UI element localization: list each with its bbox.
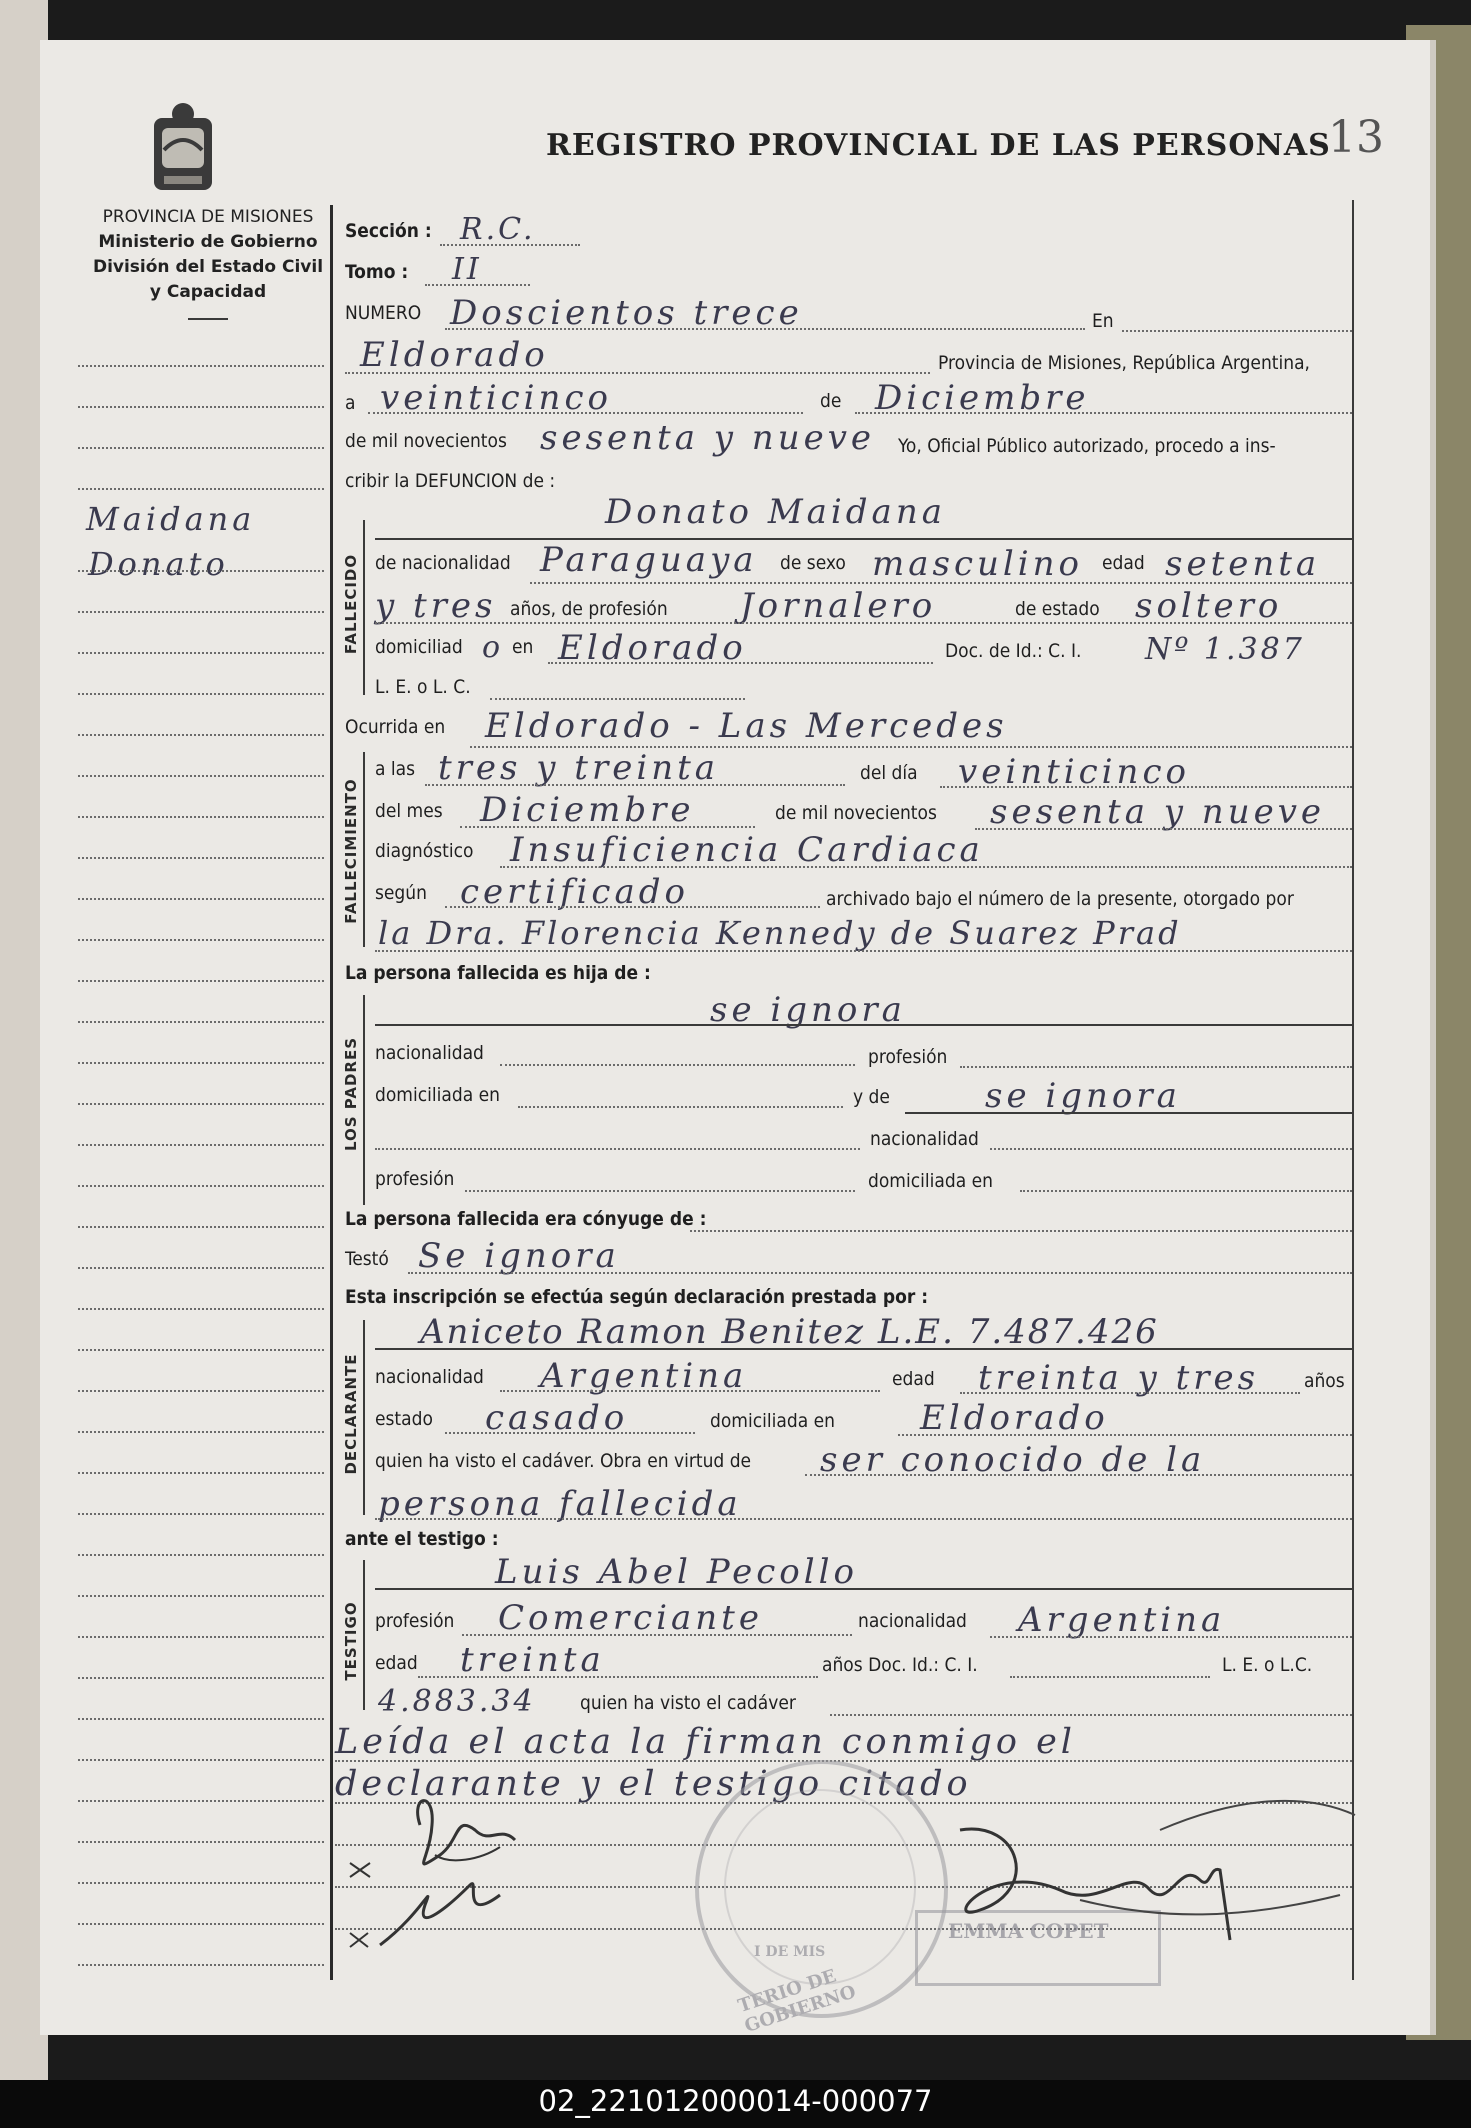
- testigo-doc-line: [1010, 1676, 1210, 1678]
- place-value: Eldorado: [360, 335, 549, 375]
- testigo-cadaver-label: quien ha visto el cadáver: [580, 1692, 796, 1714]
- provincial-crest-icon: [150, 100, 216, 200]
- fallecido-nacionalidad: Paraguaya: [540, 540, 758, 580]
- domicilio-line: [548, 662, 933, 664]
- rectangular-stamp-text: EMMA COPET: [948, 1919, 1109, 1943]
- margin-given-name: Donato: [88, 545, 229, 583]
- diagnostico-value: Insuficiencia Cardiaca: [510, 830, 984, 870]
- padres-section-label: LOS PADRES: [342, 1036, 360, 1152]
- testigo-name-line: [375, 1588, 1352, 1590]
- day-value: veinticinco: [380, 378, 612, 418]
- ocurrida-value: Eldorado - Las Mercedes: [485, 706, 1008, 746]
- padres-domiciliada-line: [518, 1106, 843, 1108]
- margin-surname: Maidana: [86, 500, 256, 538]
- nacionalidad-line: [530, 582, 1352, 584]
- declarante-motivo: ser conocido de la: [820, 1440, 1206, 1480]
- declarante-estado: casado: [485, 1398, 629, 1438]
- declarante-domicilio-line: [898, 1434, 1352, 1436]
- left-header: [78, 205, 338, 305]
- margin-lines: [78, 330, 324, 1970]
- declarante-motivo-2: persona fallecida: [378, 1484, 742, 1524]
- declarante-estado-line: [445, 1432, 695, 1434]
- motivo-line: [805, 1474, 1352, 1476]
- fallecido-bracket: [363, 520, 365, 695]
- padres-nacionalidad-label: nacionalidad: [375, 1042, 484, 1064]
- inscribir-text: cribir la DEFUNCION de :: [345, 470, 556, 492]
- closing-line-1: Leída el acta la firman conmigo el: [335, 1722, 1076, 1762]
- page-number: 13: [1328, 112, 1384, 163]
- anio-line: [975, 828, 1352, 830]
- domicilio-suffix: o: [482, 630, 504, 665]
- y-de-label: y de: [853, 1086, 890, 1108]
- padres-domiciliada2-line: [1020, 1190, 1352, 1192]
- declarante-signature: [340, 1785, 600, 1955]
- declarante-edad: treinta y tres: [978, 1358, 1260, 1398]
- madre-value: se ignora: [985, 1076, 1181, 1116]
- dia-label: del día: [860, 762, 918, 784]
- domicilio-value: Eldorado: [558, 628, 747, 668]
- declarante-estado-label: estado: [375, 1408, 433, 1430]
- mes-value: Diciembre: [480, 790, 695, 830]
- closing-line-2: declarante y el testigo citado: [335, 1764, 972, 1804]
- mes-label: del mes: [375, 800, 443, 822]
- testigo-nacionalidad-label: nacionalidad: [858, 1610, 967, 1632]
- month-value: Diciembre: [875, 378, 1090, 418]
- medico-value: la Dra. Florencia Kennedy de Suarez Prad: [378, 914, 1182, 952]
- declarante-name-line: [375, 1348, 1352, 1350]
- testigo-bracket: [363, 1560, 365, 1710]
- declarante-anos-label: años: [1304, 1370, 1345, 1392]
- ocurrida-label: Ocurrida en: [345, 716, 446, 738]
- testo-label: Testó: [345, 1248, 389, 1270]
- declarante-nacionalidad-label: nacionalidad: [375, 1366, 484, 1388]
- hora-value: tres y treinta: [438, 748, 720, 788]
- day-line: [368, 412, 803, 414]
- estado-value: soltero: [1135, 586, 1283, 626]
- testigo-profesion-line: [462, 1634, 852, 1636]
- numero-line: [445, 328, 1085, 330]
- edad-value: setenta: [1165, 544, 1321, 584]
- diagnostico-label: diagnóstico: [375, 840, 474, 862]
- archivado-text: archivado bajo el número de la presente, otorgado por: [826, 888, 1294, 910]
- padres-profesion-line: [960, 1066, 1352, 1068]
- declarante-domiciliada-label: domiciliada en: [710, 1410, 835, 1432]
- testigo-nacionalidad: Argentina: [1018, 1600, 1226, 1640]
- file-id-caption: 02_221012000014-000077: [538, 2084, 933, 2118]
- tomo-value: II: [452, 252, 482, 287]
- testigo-leo-label: L. E. o L.C.: [1222, 1654, 1313, 1676]
- conyuge-line: [690, 1230, 1352, 1232]
- padres-domiciliada-label: domiciliada en: [375, 1084, 500, 1106]
- declarante-domicilio: Eldorado: [920, 1398, 1109, 1438]
- seal-text: TERIO DE GOBIERNO: [735, 1965, 859, 2037]
- month-line: [855, 412, 1352, 414]
- declarante-bracket: [363, 1320, 365, 1515]
- leolc-label: L. E. o L. C.: [375, 676, 471, 698]
- hora-line: [425, 784, 845, 786]
- year-value: sesenta y nueve: [540, 418, 876, 458]
- padres-blank-line: [375, 1148, 860, 1150]
- seccion-line: [440, 244, 580, 246]
- document-title: REGISTRO PROVINCIAL DE LAS PERSONAS: [546, 128, 1331, 163]
- capacity-name: y Capacidad: [149, 282, 267, 302]
- fallecido-section-label: FALLECIDO: [342, 553, 360, 655]
- padres-domiciliada2-label: domiciliada en: [868, 1170, 993, 1192]
- a-label: a: [345, 392, 356, 414]
- padres-bracket: [363, 995, 365, 1205]
- declarante-nacionalidad-line: [500, 1390, 880, 1392]
- segun-line: [445, 906, 820, 908]
- numero-label: NUMERO: [345, 302, 422, 324]
- declarante-section-label: DECLARANTE: [342, 1353, 360, 1475]
- dia-line: [940, 786, 1352, 788]
- cadaver-label: quien ha visto el cadáver. Obra en virtud de: [375, 1450, 752, 1472]
- testigo-profesion-label: profesión: [375, 1610, 455, 1632]
- testigo-edad: treinta: [460, 1640, 605, 1680]
- padres-profesion2-line: [465, 1190, 855, 1192]
- declarante-name: Aniceto Ramon Benitez L.E. 7.487.426: [420, 1312, 1159, 1352]
- conyuge-label: La persona fallecida era cónyuge de :: [345, 1208, 707, 1230]
- testigo-edad-line: [418, 1676, 818, 1678]
- sexo-value: masculino: [872, 544, 1084, 584]
- profesion-line: [375, 622, 1352, 624]
- diagnostico-line: [500, 866, 1352, 868]
- testigo-edad-label: edad: [375, 1652, 418, 1674]
- declarante-nacionalidad: Argentina: [540, 1356, 748, 1396]
- de-label: de: [820, 390, 842, 412]
- padres-profesion-label: profesión: [868, 1046, 948, 1068]
- doc-label: Doc. de Id.: C. I.: [945, 640, 1082, 662]
- ministry-name: Ministerio de Gobierno: [98, 232, 318, 252]
- testigo-doc: 4.883.34: [378, 1684, 536, 1719]
- testo-line: [408, 1272, 1352, 1274]
- officer-signature: [900, 1770, 1360, 1950]
- province-line: Provincia de Misiones, República Argentina,: [938, 352, 1310, 374]
- motivo2-line: [375, 1518, 1352, 1520]
- edad-label: edad: [1102, 552, 1145, 574]
- domicilio-en-label: en: [512, 636, 534, 658]
- column-separator: [330, 205, 333, 1980]
- sexo-label: de sexo: [780, 552, 846, 574]
- padre-line: [375, 1024, 1352, 1026]
- leolc-line: [490, 698, 745, 700]
- seal-small-text: I DE MIS: [754, 1944, 826, 1960]
- testigo-name: Luis Abel Pecollo: [495, 1552, 858, 1592]
- province-name: PROVINCIA DE MISIONES: [102, 207, 314, 227]
- anos-profesion-label: años, de profesión: [510, 598, 668, 620]
- doc-value: Nº 1.387: [1145, 632, 1305, 667]
- declarante-edad-line: [960, 1392, 1300, 1394]
- fallecido-profesion: Jornalero: [740, 586, 937, 626]
- segun-value: certificado: [460, 872, 689, 912]
- year-label: de mil novecientos: [345, 430, 507, 452]
- division-name: División del Estado Civil: [92, 257, 324, 277]
- testo-value: Se ignora: [418, 1236, 620, 1276]
- testigo-profesion: Comerciante: [498, 1598, 763, 1638]
- officer-text: Yo, Oficial Público autorizado, procedo a ins-: [898, 435, 1276, 457]
- inscripcion-label: Esta inscripción se efectúa según declaración prestada por :: [345, 1286, 929, 1308]
- padres-nacionalidad-line: [500, 1064, 855, 1066]
- testigo-section-label: TESTIGO: [342, 1601, 360, 1681]
- seccion-value: R.C.: [460, 212, 536, 247]
- padres-profesion2-label: profesión: [375, 1168, 455, 1190]
- estado-label: de estado: [1015, 598, 1100, 620]
- deceased-name-line: [375, 538, 1352, 540]
- tomo-line: [425, 284, 530, 286]
- mes-line: [460, 826, 755, 828]
- testigo-nacionalidad-line: [990, 1636, 1352, 1638]
- segun-label: según: [375, 882, 427, 904]
- padres-nacionalidad2-line: [990, 1148, 1352, 1150]
- place-line: [345, 372, 930, 374]
- fallecimiento-section-label: FALLECIMIENTO: [342, 778, 360, 924]
- deceased-name: Donato Maidana: [605, 492, 946, 532]
- edad-value-2: y tres: [375, 586, 497, 626]
- anio-value: sesenta y nueve: [990, 792, 1326, 832]
- domicilio-label: domiciliad: [375, 636, 463, 658]
- fallecimiento-bracket: [363, 752, 365, 947]
- right-border: [1352, 200, 1354, 1980]
- anio-label: de mil novecientos: [775, 802, 937, 824]
- numero-value: Doscientos trece: [450, 293, 803, 333]
- en-line: [1122, 330, 1352, 332]
- seccion-label: Sección :: [345, 220, 432, 242]
- ante-testigo-label: ante el testigo :: [345, 1528, 499, 1550]
- padres-nacionalidad2-label: nacionalidad: [870, 1128, 979, 1150]
- tomo-label: Tomo :: [345, 261, 409, 283]
- padre-value: se ignora: [710, 990, 906, 1030]
- testigo-cadaver-line: [830, 1714, 1352, 1716]
- fallecido-nacionalidad-label: de nacionalidad: [375, 552, 511, 574]
- en-label: En: [1092, 310, 1114, 332]
- hora-label: a las: [375, 758, 416, 780]
- declarante-edad-label: edad: [892, 1368, 935, 1390]
- madre-line: [905, 1112, 1352, 1114]
- medico-line: [375, 950, 1352, 952]
- testigo-doc-label: años Doc. Id.: C. I.: [822, 1654, 978, 1676]
- hija-label: La persona fallecida es hija de :: [345, 962, 651, 984]
- header-divider: [188, 318, 228, 320]
- dia-value: veinticinco: [958, 752, 1190, 792]
